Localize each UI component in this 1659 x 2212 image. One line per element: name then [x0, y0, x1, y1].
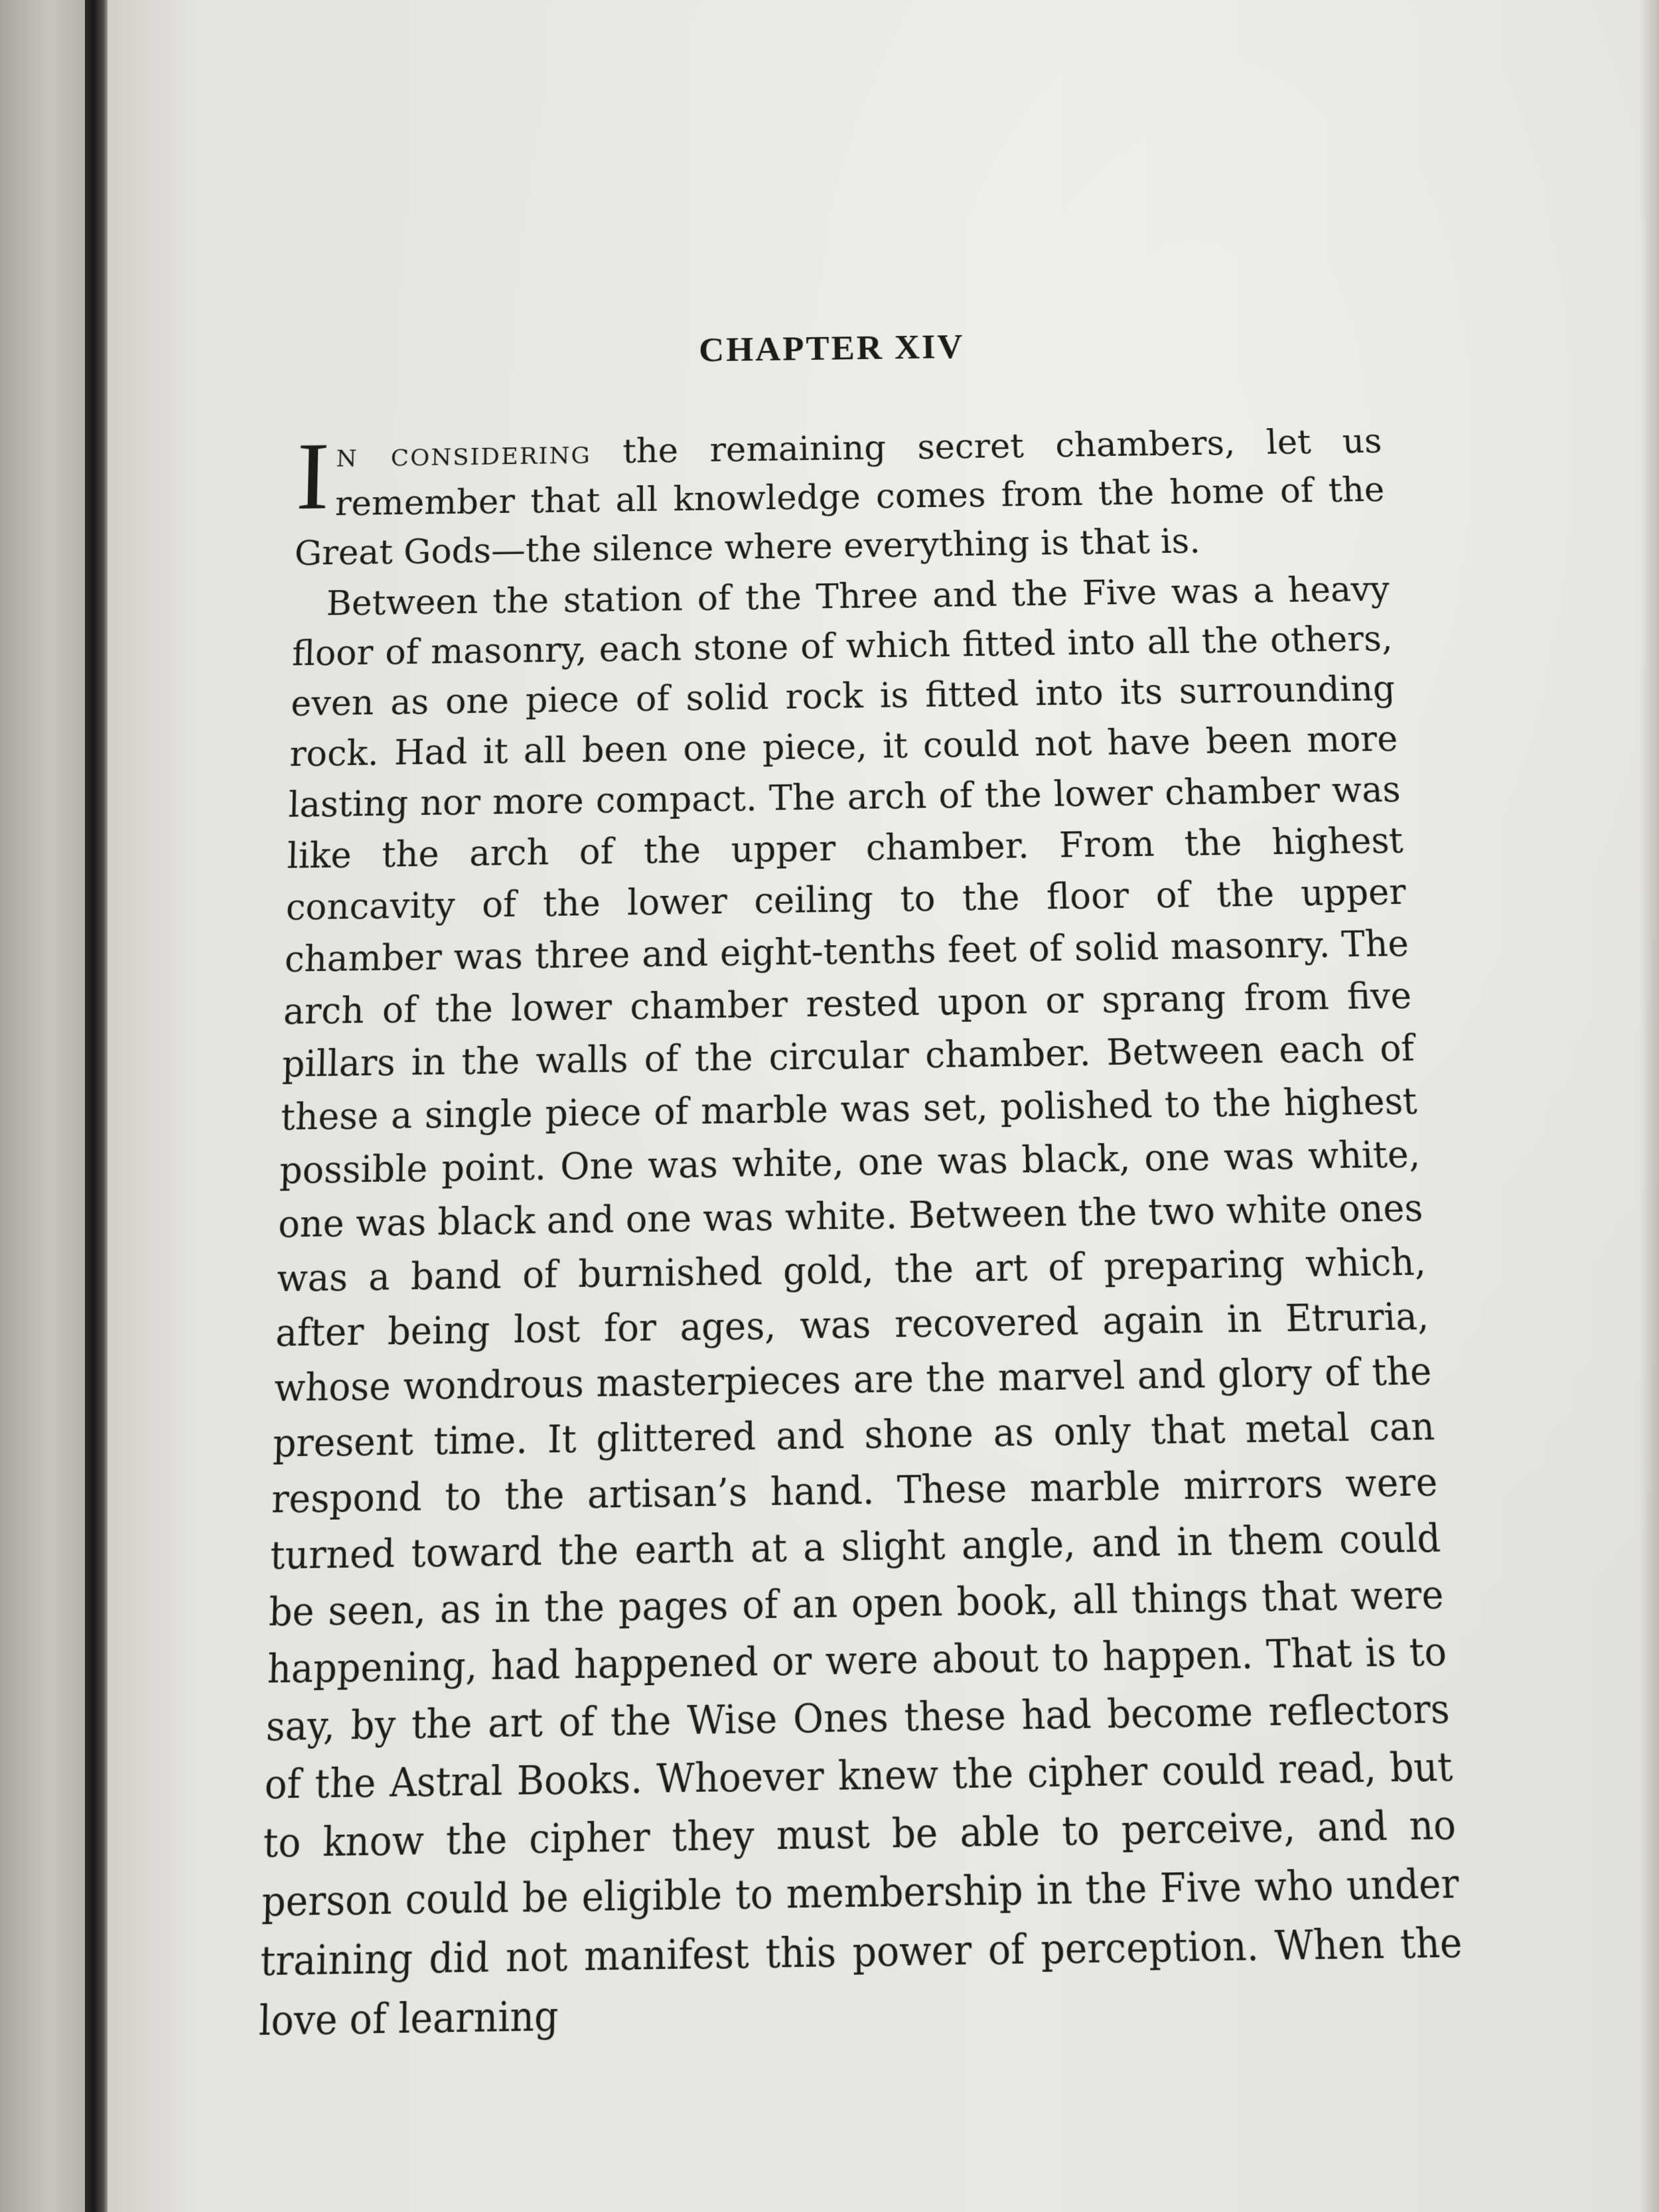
opening-paragraph [294, 417, 1388, 579]
lead-in-small-caps: n considering [335, 433, 591, 475]
chapter-heading: CHAPTER XIV [698, 327, 966, 369]
book-gutter [85, 0, 108, 2212]
facing-page-edge [0, 0, 90, 2212]
opening-paragraph-text: the remaining secret chambers, let us remember that all knowledge comes from the home of the Great Gods—the silence where everything is that is. [294, 422, 1386, 573]
book-page [106, 0, 1659, 2212]
drop-cap: I [295, 423, 330, 530]
text-block [153, 28, 1567, 2212]
page-edge-shadow [1639, 0, 1659, 2212]
body-paragraph: Between the station of the Three and the Five was a heavy floor of masonry, each stone of which fitted into all the others, even as one piece of solid rock is fitted into its surrounding rock. Had it all been one piece, it could not have been more lasting nor more compact. The arch of the lower chamber was like the arch of the upper chamber. From the highest concavity of the lower ceiling to the floor of the upper chamber was three and eight-tenths feet of solid masonry. The arch of the lower chamber rested upon or sprang from five pillars in the walls of the circular chamber. Between each of these a single piece of marble was set, polished to the highest possible point. One was white, one was black, one was white, one was black and one was white. Between the two white ones was a band of burnished gold, the art of preparing which, after being lost for ages, was recovered again in Etruria, whose wondrous masterpieces are the marvel and glory of the present time. It glittered and shone as only that metal can respond to the artisan’s hand. These marble mirrors were turned toward the earth at a slight angle, and in them could be seen, as in the pages of an open book, all things that were happening, had happened or were about to happen. That is to say, by the art of the Wise Ones these had become reflectors of the Astral Books. Whoever knew the cipher could read, but to know the cipher they must be able to perceive, and no person could be eligible to membership in the Five who under training did not manifest this power of perception. When the love of learning [258, 569, 1464, 2045]
